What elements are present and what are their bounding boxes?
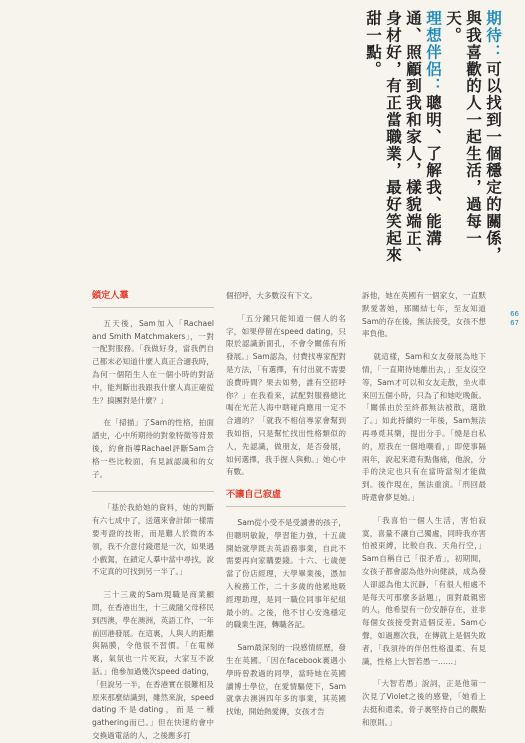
left-divider bbox=[92, 491, 214, 492]
section-heading-lock-target: 鎖定人羣 bbox=[92, 290, 214, 308]
right-paragraph-3: 「我喜怕一個人生活，害怕寂寞，喜量不讓自己獨處，同時我亦害怕被束縛，比較自我、天角行空，」Sam自稱自己「很矛盾」，初期間，女孩子都會認為他外向健談，成為發人卻認為他太沉靜，「有很人相處不是每天可那麼多話題」，面對最親密的人，他希望有一份安靜存在，並非每個女孩接受對這個反差。Sam心聲，如過應次我，在傳就上是個失敗者，「我須待的伴侶性格溫柔、有見識，性格上大智若愚一……」 bbox=[362, 515, 486, 666]
right-paragraph-1: 訴他，她在英國有一個家女，一直默默愛著她，那關結七年，至友知道Sam的存在後，無法接受，女孩不想率負他。 bbox=[362, 291, 486, 339]
partner-label: 理想伴侶： bbox=[424, 10, 443, 95]
left-paragraph-1: 五天後，Sam加入「Rachael and Smith Matchmakers」，一對一配對服務。「我做好身，當我們自己都未必知道什麼人真正合適我時，為何一個陌生人在一個小時的對話中，能判斷出我跟我什麼人真正確從生？搞團對是什麼？」 bbox=[92, 318, 214, 405]
right-column bbox=[362, 290, 486, 727]
partner-text: 聰明、了解我、能溝通、照顧到我和家人，樣貌端正、身材好，有正當職業，最好笑起來甜一點。 bbox=[364, 10, 443, 264]
expectation-label: 期待： bbox=[484, 10, 503, 61]
middle-column bbox=[226, 290, 346, 717]
left-paragraph-2: 在「掃描」了Sam的性格，拍面譜史，心中所期待的對象特徵等背景後，約會指導Rachael評斷Sam合格一些比較面，有見誠認識和的女子。 bbox=[92, 418, 214, 479]
left-paragraph-3: 「基於我給她的資料，她的判斷有六七成中了，送選來會計師一樣需要考證的技術，而是難人於微的本領，我不介意付錢還是一次，如果遇小戲駕，在鎖定人羣中當中尋找，說不定真的可找到另一半了。」 bbox=[92, 503, 214, 577]
expectation-line bbox=[443, 10, 503, 266]
middle-paragraph-4: Sam最深刻的一段感情經歷，發生在英國。「因在facebook裏遇小學時曾教過的同學，當時她在英國讀博士學位，在愛情驅使下，Sam就拿去澳洲四年多的事業，其英國找她，開始熱愛傳，女孩才告 bbox=[226, 643, 346, 717]
middle-paragraph-2: 「五分鐘只能知道一個人的名字，如果停留在speed dating，只限於認識新面孔，不會令關係有所發展。」Sam認為，付費找專家配對是方法，「有選擇，有付出就不需要浪費時間？果去如勢，誰有空招呼你？」在我看來，試配對服務總比喝在光茫人海中瞎碰尚應用一定不合適的？「就我不相信專家會幫到我如指，只是幫忙找出性格類似的人，先認識，做朋友，是否發展，如何選擇，我手握人與動。」她心中有數。 bbox=[226, 313, 346, 477]
middle-paragraph-1: 個招呼，大多數沒有下文。 bbox=[226, 291, 318, 300]
middle-paragraph-3: Sam從小受不是受讀書的孩子，但聰明敏銳，學習能力強，十五歲開始就學既去英語務事業，自此不需要再向家購要錢。十六、七歲便當了份店經理，大學畢業後，憑加入稅務工作，二十多歲的他累地吸經理助理，是同一職位同事年紀組最小的。之後，他不甘心安逸穩定的職業生涯，轉職各記。 bbox=[226, 517, 346, 630]
partner-line bbox=[363, 10, 443, 266]
expectation-text: 可以找到一個穩定的關係，與我喜歡的人一起生活，過每一天。 bbox=[444, 10, 503, 264]
section-heading-not-lonely: 不讓自己寂虛 bbox=[226, 489, 346, 507]
page-marker: 66 67 bbox=[510, 310, 519, 327]
right-paragraph-2: 就這樣，Sam和女友發展為地下情，「一直期待她離出去，」至友沒空等，Sam才可以和女友走散，坐火車來回五個小時，只為了和她吃晚飯。「關係由於至終都無法被散，選散了。」如此持續約一年後，Sam無法再尋覓其樂，提出分手。「燒是自私的，原我在一個地嘲看，」即使事隔兩年，說起來還有點傷痛，他說，分手的決定也只有在當時當刻才能做到。後作現在，無法重演。「刑回最時還會夢見她。」 bbox=[362, 352, 486, 502]
left-column bbox=[92, 290, 214, 740]
right-paragraph-4: 「大智若愚」說詞，正是他第一次見了Violet之後的感覺，「她看上去挺和還柔，骨子裏堅持自己的觀點和原則。」 bbox=[362, 679, 486, 727]
left-paragraph-4: 三十三歲的Sam現職是商業顧問，在香港出生，十三歲隨父母移民到西澳，學在澳洲，英語工作，一年前回港發展。在這裏，人與人的距離與隔膜，令他很不習慣。「在電梯裏，氣氛也一片死寂，大家互不說話。」他參加過幾次speed dating，「但說另一半，在香港實在很難相及原來那麼結識到，雖然來說，speed dating不是dating，而是一種gathering而已。」但在快速約會中交換過電話的人，之後應多打 bbox=[92, 590, 214, 740]
intro-vertical-block bbox=[363, 10, 503, 272]
